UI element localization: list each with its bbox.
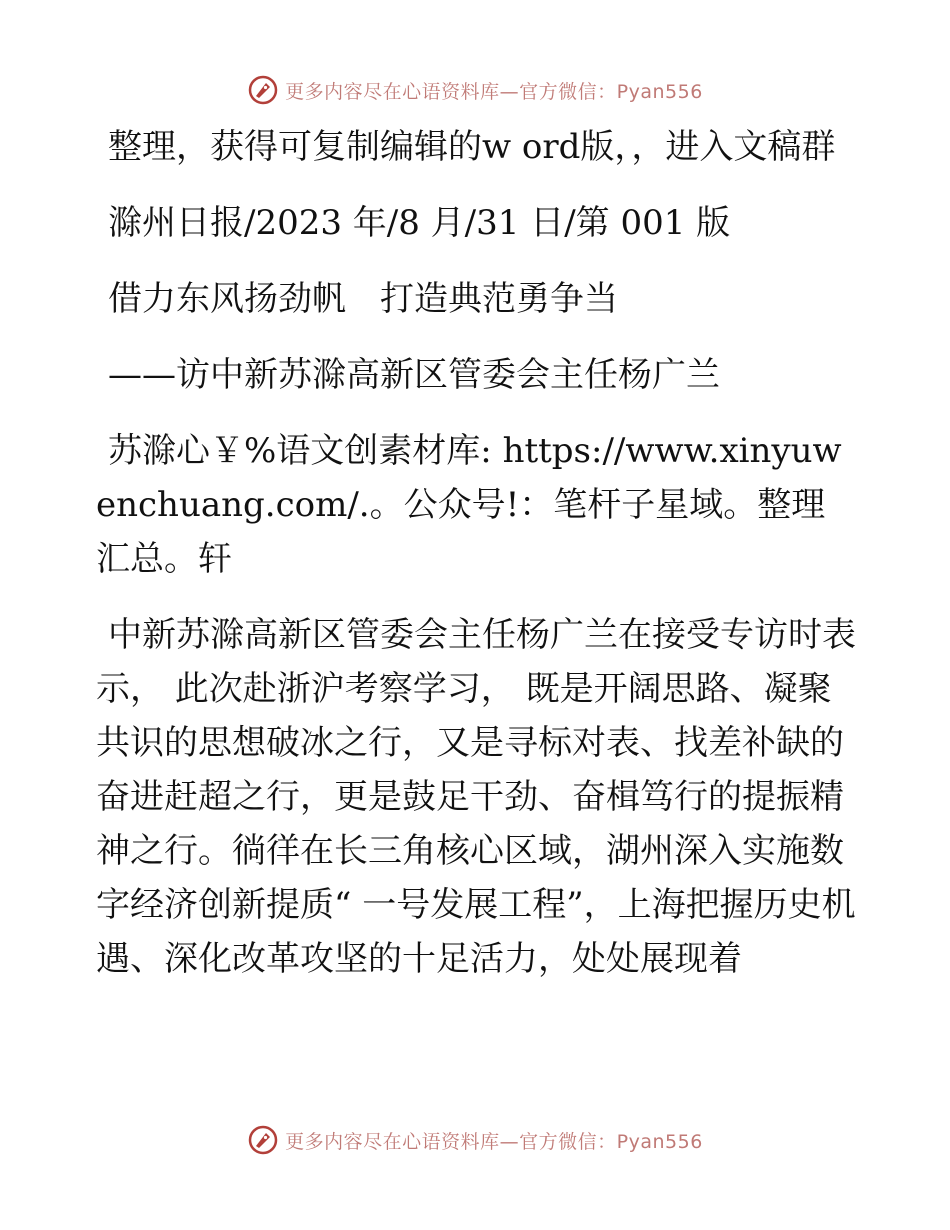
header-watermark-banner	[0, 68, 950, 112]
publication-info: 滁州日报/2023 年/8 月/31 日/第 001 版	[108, 203, 731, 243]
banner-text: 更多内容尽在心语资料库—官方微信：Pyan556	[285, 1130, 703, 1153]
pen-nib-logo-icon	[247, 1124, 279, 1156]
document-body	[96, 120, 856, 986]
pen-nib-logo-icon	[247, 74, 279, 106]
intro-note: 整理，获得可复制编辑的w ord版，，进入文稿群	[108, 127, 836, 167]
article-subtitle: ——访中新苏滁高新区管委会主任杨广兰	[108, 355, 720, 395]
banner-text: 更多内容尽在心语资料库—官方微信：Pyan556	[285, 80, 703, 103]
body-paragraph: 中新苏滁高新区管委会主任杨广兰在接受专访时表示， 此次赴浙沪考察学习， 既是开阔思路、凝聚共识的思想破冰之行，又是寻标对表、找差补缺的奋进赶超之行，更是鼓足干劲、奋楫笃行的提振精神之行。徜徉在长三角核心区域，湖州深入实施数字经济创新提质“ 一号发展工程”，上海把握历史机遇、深化改革攻坚的十足活力，处处展现着	[96, 615, 856, 979]
article-title: 借力东风扬劲帆 打造典范勇争当	[108, 279, 618, 319]
source-note: 苏滁心￥%语文创素材库: https://www.xinyuwenchuang.com/.。公众号!：笔杆子星域。整理汇总。轩	[96, 431, 842, 579]
footer-watermark-banner	[0, 1118, 950, 1162]
